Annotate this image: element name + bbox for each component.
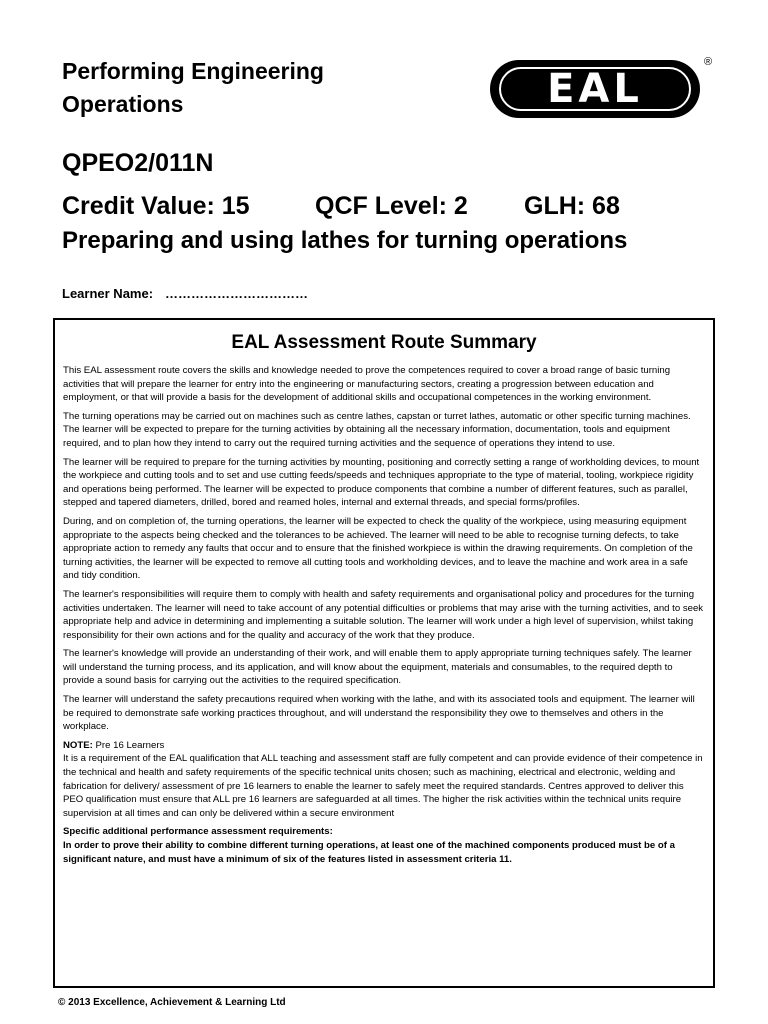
qcf-level: QCF Level: 2 [315,192,468,220]
summary-title: EAL Assessment Route Summary [231,332,537,353]
unit-title: Preparing and using lathes for turning operations [62,227,628,254]
document-title-line-2: Operations [62,91,184,117]
note-heading: Pre 16 Learners [92,739,165,751]
specific-requirements-heading: Specific additional performance assessment requirements: [63,826,333,838]
document-title-line-1: Performing Engineering [62,58,324,84]
note-text: It is a requirement of the EAL qualification that ALL teaching and assessment staff are fully competent and can provide evidence of their competence in the technical and health and safety requirements of the specific technical units chosen; such as machining, electrical and electronic, welding and fabrication for delivery/ assessment of pre 16 learners to enable the learner to safely meet the required standards. Centres approved to deliver this PEO qualification must ensure that ALL pre 16 learners are safeguarded at all times. The higher the risk activities within the technical units require supervision at all times and can only be delivered within a secure environment [63,753,703,819]
assessment-summary-box [53,318,715,988]
summary-paragraph: The learner will understand the safety precautions required when working with the lathe, and with its associated tools and equipment. The learner will be required to demonstrate safe working practices throughout, and will understand the responsibility they owe to themselves and others in the workplace. [63,694,695,733]
specific-requirements-text: In order to prove their ability to combine different turning operations, at least one of the machined components produced must be of a significant nature, and must have a minimum of six of the features listed in assessment criteria 11. [63,840,675,865]
glh: GLH: 68 [524,192,620,220]
credit-value: Credit Value: 15 [62,192,250,220]
summary-paragraph: This EAL assessment route covers the skills and knowledge needed to prove the competences required to cover a broad range of basic turning activities that will prepare the learner for entry into the engineering or manufacturing sectors, creating a progression between education and employment, or that will provide a basis for the development of additional skills and occupational competences in the working environment. [63,365,671,404]
summary-paragraph: The learner will be required to prepare for the turning activities by mounting, positioning and correctly setting a range of workholding devices, to mount the workpiece and cutting tools and to set and use cutting feeds/speeds and techniques appropriate to the type of material, tooling, workpiece rigidity and operations being performed. The learner will be expected to produce components that combine a number of different features, such as parallel, stepped and tapered diameters, drilled, bored and reamed holes, internal and external threads, and special forms/profiles. [63,456,700,509]
summary-paragraph: During, and on completion of, the turning operations, the learner will be expected to check the quality of the workpiece, using measuring equipment appropriate to the aspects being checked and the tolerances to be achieved. The learner will need to be able to recognise turning defects, to take appropriate action to remedy any faults that occur and to ensure that the finished workpiece is within the drawing requirements. On completion of the turning activities, the learner will be expected to remove all cutting tools and workholding devices, and to leave the machine and work area in a safe and tidy condition. [63,515,693,582]
unit-code: QPEO2/011N [62,149,214,177]
learner-name-label: Learner Name: [62,286,154,301]
learner-name-row [62,286,308,302]
registered-mark: ® [704,56,713,68]
eal-logo [490,60,700,118]
note-section [63,739,705,753]
note-label: NOTE: [63,739,93,751]
eal-logo-text: EAL [499,67,691,111]
summary-paragraph: The turning operations may be carried out on machines such as centre lathes, capstan or turret lathes, automatic or other specific turning machines. The learner will be expected to prepare for the turning activities by obtaining all the necessary information, documentation, tools and equipment required, and to plan how they intend to carry out the required turning activities and the sequence of operations they intend to use. [63,410,691,449]
summary-paragraph: The learner's knowledge will provide an understanding of their work, and will enable them to apply appropriate turning techniques safely. The learner will understand the turning process, and its application, and will know about the equipment, materials and consumables, to the required depth to provide a sound basis for carrying out the activities to the required specification. [63,648,692,687]
summary-paragraph: The learner's responsibilities will require them to comply with health and safety requirements and organisational policy and procedures for the turning activities undertaken. The learner will need to take account of any potential difficulties or problems that may arise with the turning activities, and to seek appropriate help and advice in determining and implementing a suitable solution. The learner will work under a high level of supervision, whilst taking responsibility for their own actions and for the quality and accuracy of the work that they produce. [63,588,704,641]
learner-name-blank: …………………………… [165,286,309,301]
copyright-footer: © 2013 Excellence, Achievement & Learning Ltd [58,997,286,1008]
